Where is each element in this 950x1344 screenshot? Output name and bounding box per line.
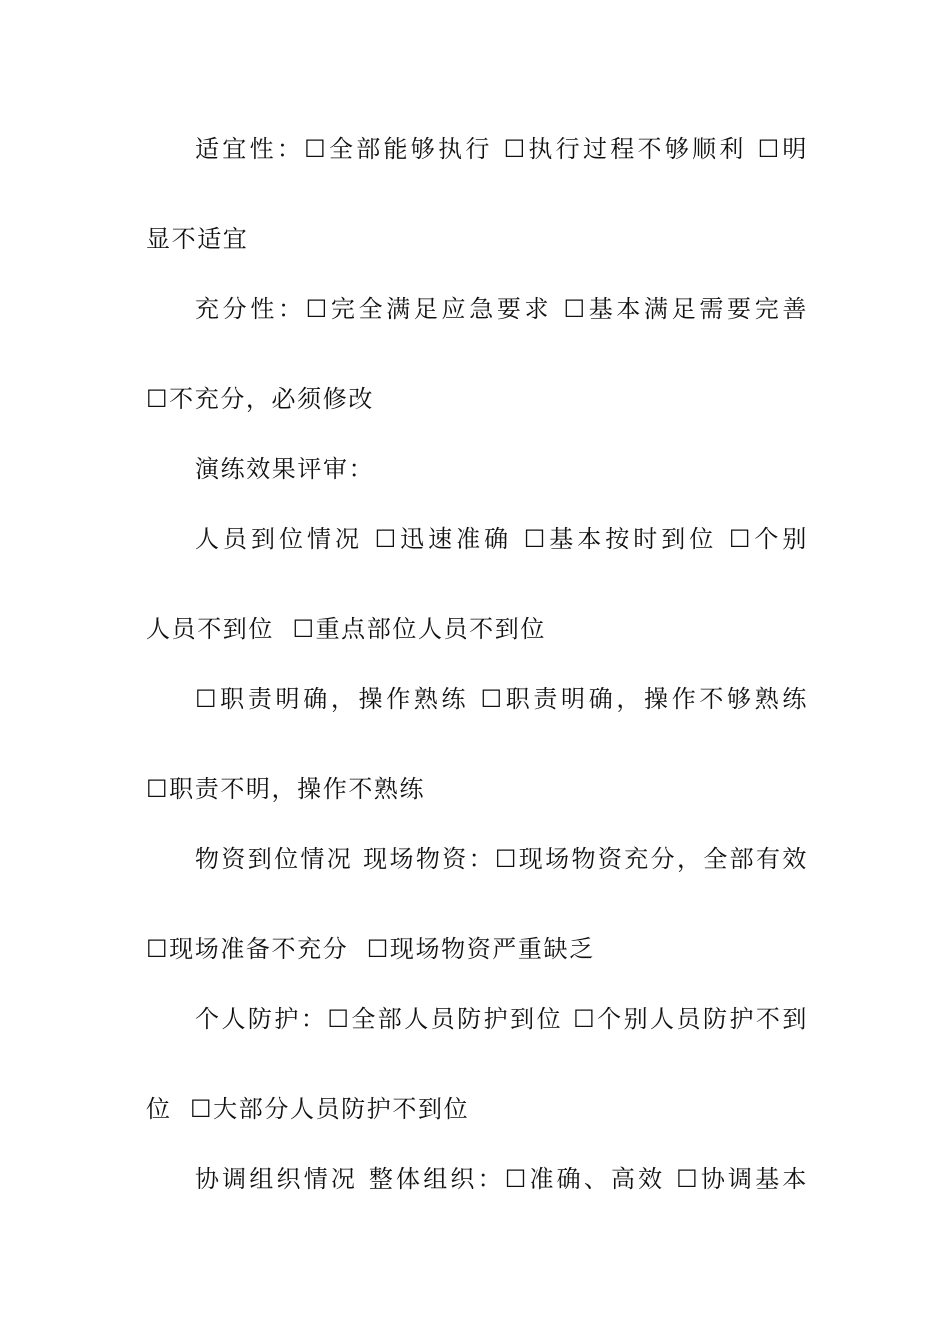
drill-effect-review-heading: 演练效果评审： xyxy=(195,455,375,483)
duty-clarity-line-1: ☐职责明确，操作熟练 ☐职责明确，操作不够熟练 xyxy=(195,685,808,713)
personal-protection-line-2: 位 ☐大部分人员防护不到位 xyxy=(146,1095,470,1123)
personnel-arrival-line-2: 人员不到位 ☐重点部位人员不到位 xyxy=(146,615,546,643)
personnel-arrival-line-1: 人员到位情况 ☐迅速准确 ☐基本按时到位 ☐个别 xyxy=(195,525,808,553)
personal-protection-line-1: 个人防护：☐全部人员防护到位 ☐个别人员防护不到 xyxy=(195,1005,808,1033)
duty-clarity-line-2: ☐职责不明，操作不熟练 xyxy=(146,775,426,803)
materials-arrival-line-1: 物资到位情况 现场物资：☐现场物资充分，全部有效 xyxy=(195,845,808,873)
coordination-line-1: 协调组织情况 整体组织：☐准确、高效 ☐协调基本 xyxy=(195,1165,808,1193)
sufficiency-line-1: 充分性：☐完全满足应急要求 ☐基本满足需要完善 xyxy=(195,295,808,323)
materials-arrival-line-2: ☐现场准备不充分 ☐现场物资严重缺乏 xyxy=(146,935,595,963)
suitability-line-1: 适宜性：☐全部能够执行 ☐执行过程不够顺利 ☐明 xyxy=(195,135,808,163)
sufficiency-line-2: ☐不充分，必须修改 xyxy=(146,385,374,413)
suitability-line-2: 显不适宜 xyxy=(146,225,249,253)
